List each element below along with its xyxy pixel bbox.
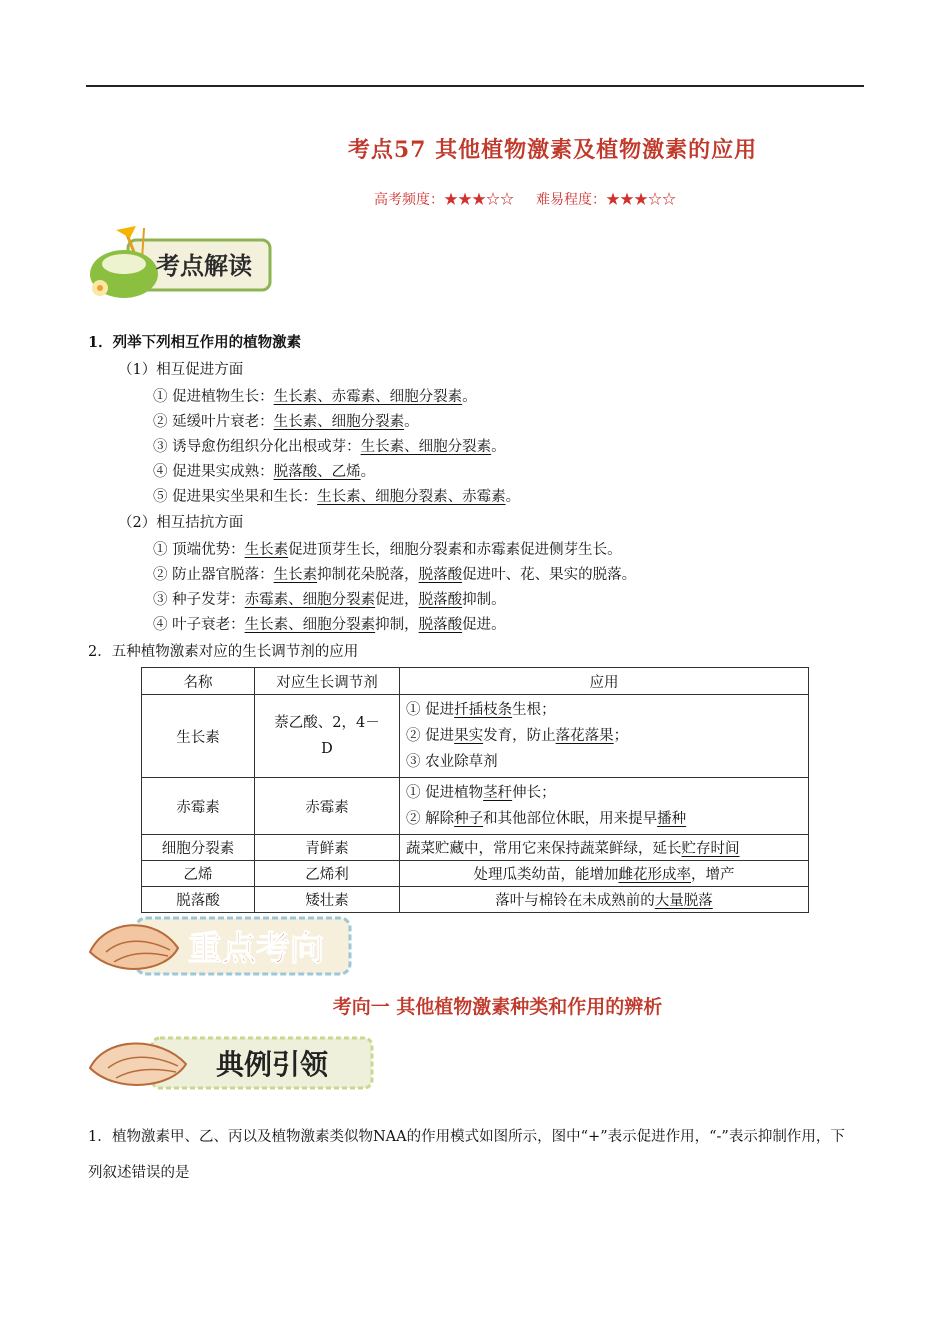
table-row — [142, 695, 809, 778]
kaodian-badge — [86, 224, 276, 304]
frequency-stars: ★★★☆☆ — [444, 192, 514, 208]
application-cell: 蔬菜贮藏中，常用它来保持蔬菜鲜绿，延长贮存时间 — [400, 835, 809, 861]
regulator-name: 矮壮素 — [255, 887, 400, 913]
table-row — [142, 778, 809, 835]
antagonize-item: ④ 叶子衰老：生长素、细胞分裂素抑制，脱落酸促进。 — [153, 617, 506, 633]
column-header: 对应生长调节剂 — [255, 668, 400, 695]
difficulty-label: 难易程度： — [536, 192, 606, 208]
hormone-name: 赤霉素 — [142, 778, 255, 835]
section2-heading: 2．五种植物激素对应的生长调节剂的应用 — [88, 644, 359, 660]
coconut-icon — [86, 224, 276, 304]
question-1 — [88, 1119, 858, 1191]
question-number: 1． — [88, 1129, 112, 1145]
promote-item: ② 延缓叶片衰老：生长素、细胞分裂素。 — [153, 414, 419, 430]
regulator-table — [141, 667, 809, 913]
header-rule — [86, 85, 864, 87]
section1-heading: 1．列举下列相互作用的植物激素 — [88, 334, 302, 351]
application-cell: 处理瓜类幼苗，能增加雌花形成率，增产 — [400, 861, 809, 887]
promote-item: ⑤ 促进果实坐果和生长：生长素、细胞分裂素、赤霉素。 — [153, 489, 521, 505]
hormone-name: 脱落酸 — [142, 887, 255, 913]
promote-item: ④ 促进果实成熟：脱落酸、乙烯。 — [153, 464, 376, 480]
antagonize-item: ③ 种子发芽：赤霉素、细胞分裂素促进，脱落酸抑制。 — [153, 592, 506, 608]
column-header: 名称 — [142, 668, 255, 695]
dianli-badge — [86, 1030, 376, 1096]
table-row — [142, 861, 809, 887]
kaodian-badge-text: 考点解读 — [156, 252, 252, 280]
antagonize-item: ② 防止器官脱落：生长素抑制花朵脱落，脱落酸促进叶、花、果实的脱落。 — [153, 567, 637, 583]
promote-item: ① 促进植物生长：生长素、赤霉素、细胞分裂素。 — [153, 389, 477, 405]
page-title: 考点57 其他植物激素及植物激素的应用 — [347, 137, 758, 163]
seashell-icon — [86, 1030, 376, 1096]
table-row — [142, 835, 809, 861]
application-cell: ① 促进扦插枝条生根； ② 促进果实发育，防止落花落果； ③ 农业除草剂 — [400, 695, 809, 778]
regulator-name: 赤霉素 — [255, 778, 400, 835]
promote-subheading: （1）相互促进方面 — [118, 362, 244, 378]
application-cell: 落叶与棉铃在未成熟前的大量脱落 — [400, 887, 809, 913]
column-header: 应用 — [400, 668, 809, 695]
table-header-row — [142, 668, 809, 695]
regulator-name: 青鲜素 — [255, 835, 400, 861]
zhongdian-badge-text: 重点考向 — [188, 929, 324, 969]
difficulty-stars: ★★★☆☆ — [606, 192, 676, 208]
antagonize-item: ① 顶端优势：生长素促进顶芽生长，细胞分裂素和赤霉素促进侧芽生长。 — [153, 542, 622, 558]
seashell-icon — [86, 908, 356, 984]
regulator-name: 萘乙酸、2，4－ D — [255, 695, 400, 778]
zhongdian-badge — [86, 908, 356, 984]
hormone-name: 生长素 — [142, 695, 255, 778]
hormone-name: 细胞分裂素 — [142, 835, 255, 861]
direction-title: 考向一 其他植物激素种类和作用的辨析 — [332, 996, 663, 1018]
dianli-badge-text: 典例引领 — [215, 1048, 329, 1081]
application-cell: ① 促进植物茎秆伸长； ② 解除种子和其他部位休眠，用来提早播种 — [400, 778, 809, 835]
rating-line — [0, 189, 950, 209]
frequency-label: 高考频度： — [374, 192, 444, 208]
promote-item: ③ 诱导愈伤组织分化出根或芽：生长素、细胞分裂素。 — [153, 439, 506, 455]
antagonize-subheading: （2）相互拮抗方面 — [118, 515, 244, 531]
hormone-name: 乙烯 — [142, 861, 255, 887]
question-text: 植物激素甲、乙、丙以及植物激素类似物NAA的作用模式如图所示，图中“+”表示促进作用，“-”表示抑制作用，下列叙述错误的是 — [88, 1129, 845, 1181]
regulator-name: 乙烯利 — [255, 861, 400, 887]
